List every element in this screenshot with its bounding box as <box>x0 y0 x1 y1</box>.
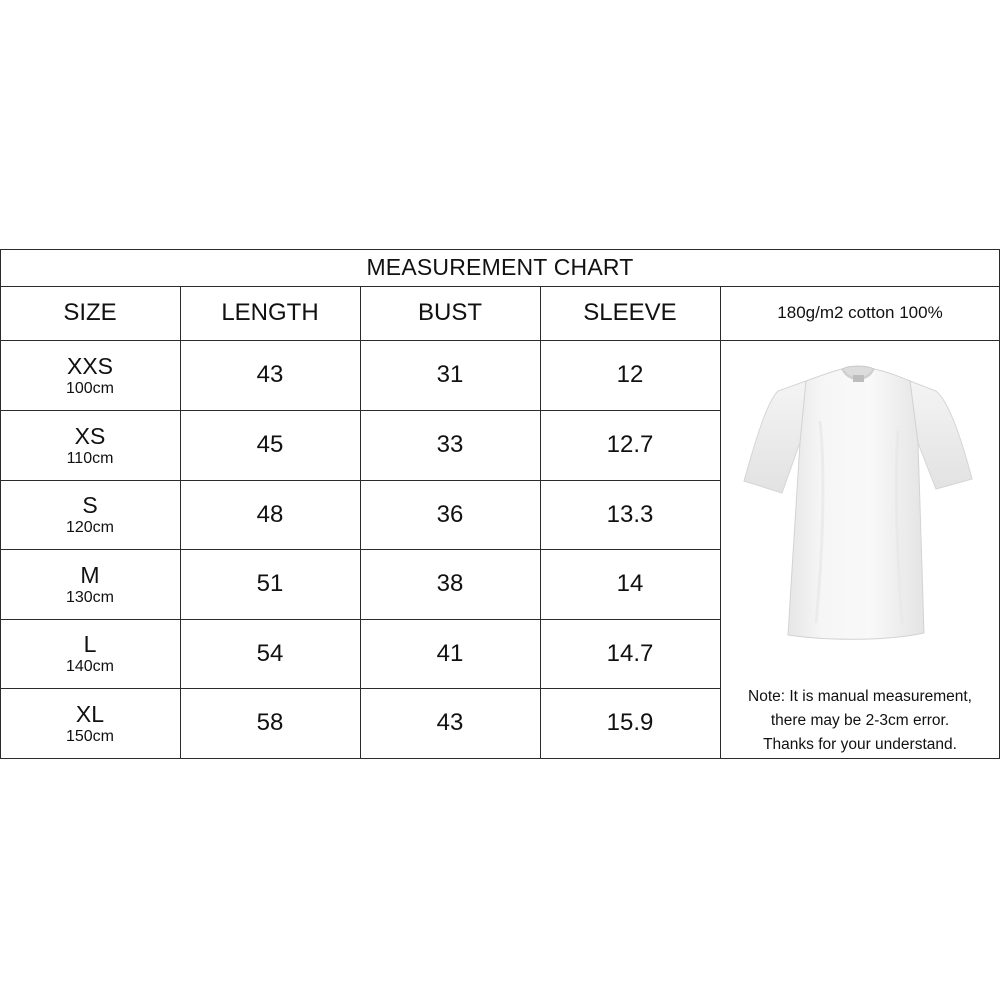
sleeve-value: 12.7 <box>606 431 654 458</box>
size-cell-m <box>0 549 180 619</box>
size-name: M <box>80 561 100 588</box>
size-height: 110cm <box>66 449 114 467</box>
header-length: LENGTH <box>221 299 319 326</box>
size-cell-xl <box>0 688 180 758</box>
header-bust: BUST <box>417 299 482 326</box>
length-value: 45 <box>256 431 284 458</box>
size-height: 150cm <box>65 727 115 745</box>
bust-value: 36 <box>436 500 464 528</box>
size-height: 120cm <box>65 519 115 536</box>
size-height: 130cm <box>65 588 115 606</box>
sleeve-value: 14.7 <box>606 639 654 667</box>
chart-title: MEASUREMENT CHART <box>366 254 634 280</box>
size-height: 140cm <box>65 658 115 675</box>
length-value: 58 <box>256 709 284 736</box>
size-height: 100cm <box>65 379 115 397</box>
measurement-chart <box>0 249 1000 759</box>
fabric-spec: 180g/m2 cotton 100% <box>777 303 943 322</box>
length-value: 43 <box>256 361 284 388</box>
white-tshirt-icon <box>738 361 978 651</box>
size-name: L <box>83 631 97 657</box>
size-cell-l <box>0 619 180 688</box>
length-value: 51 <box>256 570 284 597</box>
sleeve-value: 15.9 <box>606 709 654 736</box>
note-line: Note: It is manual measurement, <box>748 687 972 705</box>
length-value: 48 <box>256 500 284 528</box>
size-name: S <box>82 492 98 518</box>
sleeve-value: 13.3 <box>606 500 654 528</box>
size-name: XL <box>75 700 105 727</box>
size-cell-s <box>0 480 180 549</box>
size-cell-xs <box>0 410 180 480</box>
bust-value: 43 <box>436 709 464 736</box>
bust-value: 41 <box>436 639 464 667</box>
grid-line <box>0 758 1000 759</box>
size-name: XXS <box>66 352 114 379</box>
bust-value: 33 <box>436 431 464 458</box>
measurement-note <box>720 683 1000 758</box>
note-line: Thanks for your understand. <box>763 735 957 753</box>
sleeve-value: 12 <box>616 361 644 388</box>
size-name: XS <box>74 422 106 449</box>
size-cell-xxs <box>0 340 180 410</box>
bust-value: 38 <box>436 570 464 597</box>
header-size: SIZE <box>63 299 117 326</box>
header-sleeve: SLEEVE <box>583 299 677 326</box>
sleeve-value: 14 <box>616 570 644 597</box>
length-value: 54 <box>256 639 284 667</box>
bust-value: 31 <box>436 361 464 388</box>
note-line: there may be 2-3cm error. <box>770 711 950 729</box>
